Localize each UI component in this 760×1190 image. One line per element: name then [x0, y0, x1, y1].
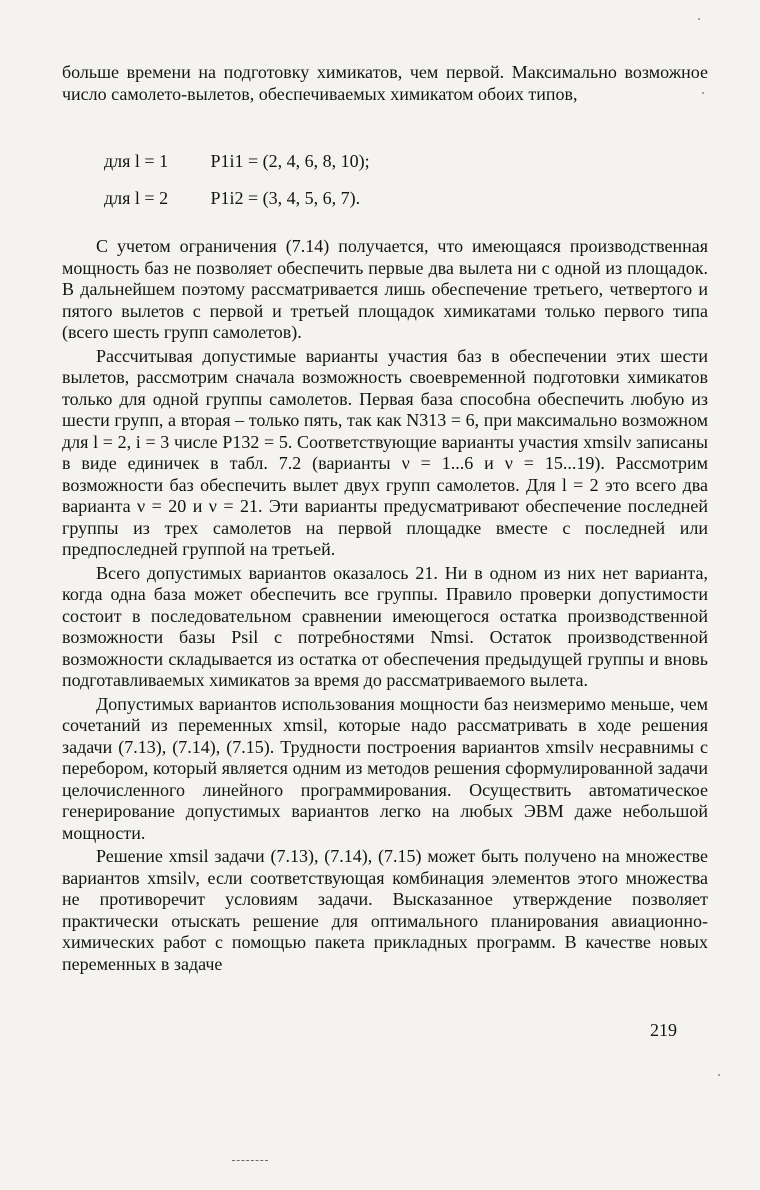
page-number: 219 — [650, 1020, 677, 1040]
paragraph: Рассчитывая допустимые варианты участия баз в обеспечении этих шести вылетов, рассмотрим сначала возможность своевременной подготовки химикатов только для одной группы самолетов. Первая база способна обеспечить любую из шести групп, а вторая – только пять, так как N313 = 6, при максимально возможном для l = 2, i = 3 числе P132 = 5. Соответствующие варианты участия xmsilν записаны в виде единичек в табл. 7.2 (варианты ν = 1...6 и ν = 15...19). Рассмотрим возможности баз обеспечить вылет двух групп самолетов. Для l = 2 это всего два варианта ν = 20 и ν = 21. Эти варианты предусматривают обеспечение последней группы из трех самолетов на первой площадке вместе с последней или предпоследней группой на третьей. — [62, 345, 708, 559]
scan-speck — [718, 1074, 720, 1076]
paragraph: Допустимых вариантов использования мощности баз неизмеримо меньше, чем сочетаний из переменных xmsil, которые надо рассматривать в ходе решения задачи (7.13), (7.14), (7.15). Трудности построения вариантов xmsilν несравнимы с перебором, который является одним из методов решения сформулированной задачи целочисленного линейного программирования. Осуществить автоматическое генерирование допустимых вариантов легко на любых ЭВМ даже небольшой мощности. — [62, 693, 708, 843]
scan-artifact-dashes — [232, 1160, 268, 1161]
scan-speck — [698, 18, 700, 20]
formula-condition: для l = 2 — [104, 188, 169, 208]
paragraph: С учетом ограничения (7.14) получается, что имеющаяся производственная мощность баз не позволяет обеспечить первые два вылета ни с одной из площадок. В дальнейшем поэтому рассматривается лишь обеспечение третьего, четвертого и пятого вылетов с первой и третьей площадок химикатами только первого типа (всего шесть групп самолетов). — [62, 236, 708, 342]
scan-speck — [702, 92, 704, 94]
body-text — [62, 236, 708, 975]
formula-line-1 — [104, 150, 370, 172]
formula-expression: P1i1 = (2, 4, 6, 8, 10); — [210, 151, 370, 171]
formula-condition: для l = 1 — [104, 151, 169, 171]
formula-line-2 — [104, 187, 360, 209]
formula-expression: P1i2 = (3, 4, 5, 6, 7). — [210, 188, 361, 208]
paragraph: Всего допустимых вариантов оказалось 21. Ни в одном из них нет варианта, когда одна база может обеспечить все группы. Правило проверки допустимости состоит в последовательном сравнении имеющегося остатка производственной возможности базы Psil с потребностями Nmsi. Остаток производственной возможности складывается из остатка от обеспечения предыдущей группы и вновь подготавливаемых химикатов за время до рассматриваемого вылета. — [62, 562, 708, 690]
paragraph: Решение xmsil задачи (7.13), (7.14), (7.15) может быть получено на множестве вариантов xmsilν, если соответствующая комбинация элементов этого множества не противоречит условиям задачи. Высказанное утверждение позволяет практически отыскать решение для оптимального планирования авиационно-химических работ с помощью пакета прикладных программ. В качестве новых переменных в задаче — [62, 846, 708, 974]
intro-paragraph: больше времени на подготовку химикатов, чем первой. Максимально возможное число самолето-вылетов, обеспечиваемых химикатом обоих типов, — [62, 62, 708, 104]
